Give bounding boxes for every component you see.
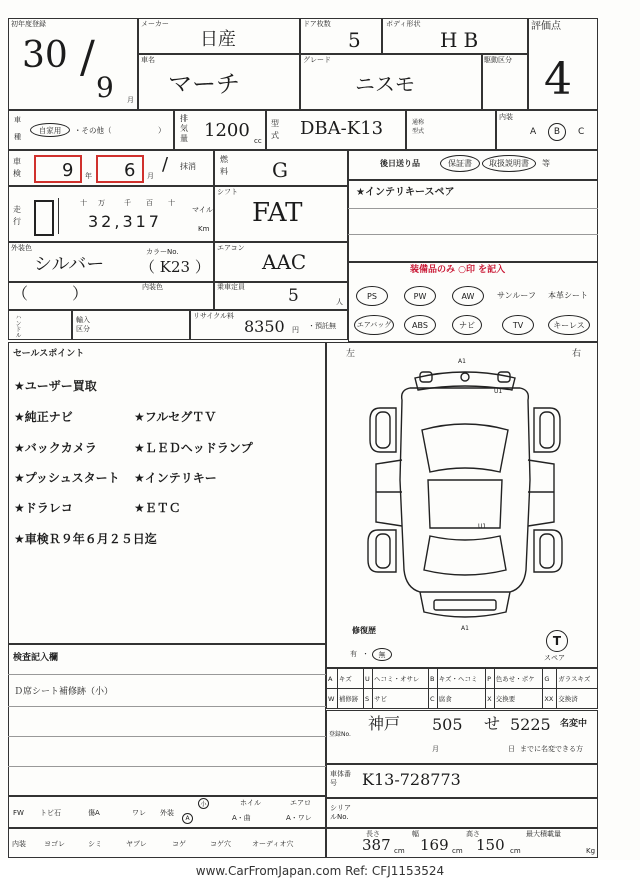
fw-sub2: A・ワレ — [286, 814, 312, 822]
sales-title: セールスポイント — [13, 349, 85, 359]
color-code: （ K23 ） — [140, 258, 210, 276]
fw-col-5: ホイル — [240, 799, 261, 807]
mileage-head-2: 万 — [98, 199, 105, 207]
body-value: HB — [440, 28, 485, 52]
inspect-notes-cell — [8, 644, 326, 796]
grade-value: ニスモ — [355, 72, 415, 96]
mileage-blank-box — [34, 200, 54, 236]
maker-label: メーカー — [141, 20, 169, 28]
inspection-slash: / — [162, 154, 169, 175]
inner-color-paren-right: ） — [72, 284, 89, 303]
doors-label: ドア枚数 — [303, 20, 331, 28]
aircon-label: エアコン — [217, 244, 245, 252]
first-reg-year: 30 — [22, 35, 68, 76]
score-value: 4 — [544, 54, 572, 105]
fw-col-4: 外装 — [160, 809, 174, 817]
sales-item-1: ★ユーザー買取 — [14, 379, 97, 393]
interior-col-3: ヤブレ — [126, 840, 147, 848]
length-unit: cm — [394, 847, 405, 855]
repair-none: 無 — [372, 648, 392, 661]
inspect-notes-text: Ｄ席シート補修跡（小） — [14, 687, 114, 697]
color-code-label: カラーNo. — [146, 248, 179, 256]
fw-col-3: ワレ — [132, 809, 146, 817]
sales-item-4: ★バックカメラ — [14, 441, 97, 455]
sales-item-9: ★ＥＴＣ — [134, 501, 181, 515]
inspection-month: 6 — [124, 160, 136, 181]
maker-value: 日産 — [200, 29, 236, 50]
diagram-right-label: 右 — [572, 349, 582, 359]
spare-note-line-2 — [348, 234, 598, 235]
cert-label: 通称型式 — [412, 119, 425, 135]
score-label: 評価点 — [531, 21, 561, 32]
length-label: 長さ — [366, 830, 380, 838]
first-reg-month: 9 — [96, 71, 114, 104]
sales-item-7: ★インテリキー — [134, 471, 217, 485]
displacement-unit: cc — [254, 137, 262, 145]
equip-tv: TV — [502, 315, 534, 335]
displacement-label: 排気量 — [180, 114, 188, 143]
inspection-month-box — [96, 155, 144, 183]
equip-leather: 本革シート — [548, 291, 588, 300]
color-value: シルバー — [34, 254, 105, 275]
repair-label: 修復歴 — [352, 626, 376, 635]
drive-label: 駆動区分 — [484, 56, 512, 64]
width-label: 幅 — [412, 830, 419, 838]
footer-watermark — [0, 860, 640, 879]
plate-name-label: 名変中 — [560, 719, 588, 729]
serial-cell — [326, 798, 598, 828]
fw-a: A — [182, 813, 193, 824]
doors-value: 5 — [348, 28, 361, 52]
equip-navi: ナビ — [452, 315, 482, 335]
equip-airbag: エアバッグ — [354, 315, 394, 335]
mileage-unit-mile: マイル — [192, 206, 213, 214]
legend-desc: 補修跡 — [337, 689, 363, 709]
model-label: 車名 — [141, 56, 155, 64]
legend-desc: キズ・ヘコミ — [437, 669, 485, 689]
legend-desc: ヘコミ・オサレ — [372, 669, 428, 689]
displacement-value: 1200 — [204, 120, 250, 141]
interior-col-4: コゲ — [172, 840, 186, 848]
recycle-value: 8350 — [244, 317, 285, 336]
inner-color-cell — [8, 282, 214, 310]
load-unit: Kg — [586, 847, 596, 855]
legend-code: XX — [543, 689, 557, 709]
plate-city: 神戸 — [368, 714, 401, 733]
legend-code: P — [486, 669, 495, 689]
inspect-notes-line-3 — [8, 736, 326, 737]
equip-pw: PW — [404, 286, 436, 306]
repair-has: 有 — [350, 650, 357, 658]
sales-item-10: ★車検Ｒ９年６月２５日迄 — [14, 532, 157, 546]
capacity-unit: 人 — [336, 298, 343, 306]
inspection-year: 9 — [62, 160, 74, 181]
mileage-value: 32,317 — [88, 212, 162, 231]
legend-code: S — [363, 689, 372, 709]
height-unit: cm — [510, 847, 521, 855]
interior-grade-c: C — [578, 127, 585, 137]
model-value: マーチ — [168, 70, 240, 98]
use-label-top: 車 — [14, 116, 21, 124]
recycle-label: リサイクル料 — [193, 312, 235, 320]
spare-tire-symbol: T — [546, 630, 568, 652]
type-value: DBA-K13 — [300, 118, 384, 139]
legend-code: C — [428, 689, 437, 709]
fw-small: 小 — [198, 798, 209, 809]
sales-item-8: ★ドラレコ — [14, 501, 73, 515]
height-label: 高さ — [466, 830, 480, 838]
grade-label: グレード — [303, 56, 331, 64]
equip-sunroof: サンルーフ — [497, 291, 536, 300]
mileage-head-1: 十 — [80, 199, 87, 207]
type-label: 型式 — [271, 119, 279, 140]
interior-grade-label: 内装 — [499, 113, 513, 121]
use-label-bot: 種 — [14, 133, 21, 141]
interior-grade-b: B — [548, 123, 566, 141]
footer-watermark-text: www.CarFromJapan.com Ref: CFJ1153524 — [195, 864, 445, 878]
inspect-notes-line-1 — [8, 674, 326, 675]
width-unit: cm — [452, 847, 463, 855]
diagram-mark-hood: U1 — [494, 388, 503, 395]
plate-deadline: までに名変できる方 — [520, 745, 583, 753]
legend-code: W — [327, 689, 338, 709]
inspection-month-unit: 月 — [147, 172, 154, 180]
repair-dot: ・ — [362, 650, 369, 658]
legend-desc: 色あせ・ボケ — [494, 669, 543, 689]
width-value: 169 — [420, 836, 449, 854]
inspection-label: 車検 — [13, 157, 21, 178]
spare-note-line-1 — [348, 208, 598, 209]
legend-code: U — [363, 669, 372, 689]
mileage-label: 走行 — [13, 205, 21, 226]
legend-code: A — [327, 669, 338, 689]
load-label: 最大積載量 — [526, 830, 561, 838]
inspection-year-unit: 年 — [85, 172, 92, 180]
legend-desc: ガラスキズ — [557, 669, 598, 689]
equip-abs: ABS — [404, 315, 436, 335]
diagram-mark-bumper: A1 — [461, 625, 469, 632]
other-use-option: ・その他（ — [74, 126, 112, 135]
mileage-head-3: 千 — [124, 199, 131, 207]
shift-value: FAT — [252, 198, 303, 228]
manual-option: 取扱説明書 — [482, 155, 536, 172]
fuel-value: G — [272, 158, 288, 182]
legend-desc: 交換済 — [557, 689, 598, 709]
equip-ps: PS — [356, 286, 388, 306]
car-diagram — [340, 360, 590, 632]
plate-number: 5225 — [510, 715, 551, 734]
diagram-mark-front: A1 — [458, 358, 466, 365]
warranty-option: 保証書 — [440, 155, 480, 172]
legend-desc: 腐食 — [437, 689, 485, 709]
shift-label: シフト — [217, 188, 238, 196]
spare-tire-label: スペア — [544, 654, 565, 662]
inspect-notes-line-4 — [8, 766, 326, 767]
fw-col-6: エアロ — [290, 799, 311, 807]
diagram-mark-rear: U1 — [478, 523, 487, 530]
fw-col-1: トビ石 — [40, 809, 61, 817]
other-use-close: ） — [158, 126, 166, 135]
vin-value: K13-728773 — [362, 770, 461, 789]
recycle-unit: 円 — [292, 326, 299, 334]
capacity-label: 乗車定員 — [217, 283, 245, 291]
handle-label: ハンドル — [14, 314, 21, 338]
interior-col-6: オーディオ穴 — [252, 840, 294, 848]
interior-col-1: ヨゴレ — [44, 840, 65, 848]
own-use-option: 自家用 — [30, 123, 70, 137]
vin-label: 車体番号 — [330, 770, 351, 787]
legend-code: G — [543, 669, 557, 689]
fw-label: FW — [13, 809, 24, 817]
inspect-notes-title: 検査記入欄 — [13, 653, 59, 663]
spare-note: ★インテリキースペア — [356, 187, 455, 198]
mileage-unit-km: Km — [198, 225, 210, 233]
plate-kana: せ — [484, 714, 501, 733]
sales-item-2: ★純正ナビ — [14, 410, 73, 424]
legend-desc: サビ — [372, 689, 428, 709]
recycle-tail: ・預託無 — [308, 322, 336, 330]
legend-desc: キズ — [337, 669, 363, 689]
fuel-label: 燃料 — [220, 155, 228, 176]
mileage-head-5: 十 — [168, 199, 175, 207]
legend-desc: 交換要 — [494, 689, 543, 709]
legend-code: X — [486, 689, 495, 709]
interior-col-2: シミ — [88, 840, 102, 848]
sales-item-3: ★フルセグＴＶ — [134, 410, 217, 424]
import-label: 輸入区分 — [76, 316, 90, 333]
sales-item-6: ★プッシュスタート — [14, 471, 120, 485]
inspection-year-box — [34, 155, 82, 183]
inner-color-paren-left: （ — [12, 284, 29, 303]
first-reg-slash: / — [80, 32, 95, 83]
inner-color-label: 内装色 — [142, 283, 163, 291]
interior-row-label: 内装 — [12, 840, 26, 848]
damage-legend — [326, 668, 598, 709]
post-docs-etc: 等 — [542, 159, 550, 168]
plate-day: 日 — [508, 745, 515, 753]
serial-label: シリアルNo. — [330, 804, 351, 821]
plate-reg-label: 登録No. — [329, 731, 351, 738]
fw-sub: A・曲 — [232, 814, 251, 822]
legend-code: B — [428, 669, 437, 689]
capacity-value: 5 — [288, 286, 299, 306]
diagram-left-label: 左 — [346, 349, 356, 359]
height-value: 150 — [476, 836, 505, 854]
plate-month: 月 — [432, 745, 439, 753]
equip-title: 装備品のみ ○印 を記入 — [410, 265, 506, 275]
erase-label: 抹消 — [180, 162, 196, 171]
equip-aw: AW — [452, 286, 484, 306]
first-reg-month-unit: 月 — [127, 96, 134, 104]
equip-keyless: キーレス — [548, 315, 590, 335]
post-docs-label: 後日送り品 — [380, 159, 420, 168]
fw-col-2: 傷A — [88, 809, 100, 817]
sales-item-5: ★ＬＥＤヘッドランプ — [134, 441, 253, 455]
color-label: 外装色 — [11, 244, 32, 252]
first-reg-label: 初年度登録 — [11, 20, 46, 28]
body-label: ボディ形状 — [386, 20, 421, 28]
inspect-notes-line-2 — [8, 706, 326, 707]
interior-col-5: コゲ穴 — [210, 840, 231, 848]
aircon-value: AAC — [262, 250, 307, 274]
interior-grade-a: A — [530, 127, 537, 137]
length-value: 387 — [362, 836, 391, 854]
plate-class: 505 — [432, 715, 463, 734]
mileage-head-4: 百 — [146, 199, 153, 207]
